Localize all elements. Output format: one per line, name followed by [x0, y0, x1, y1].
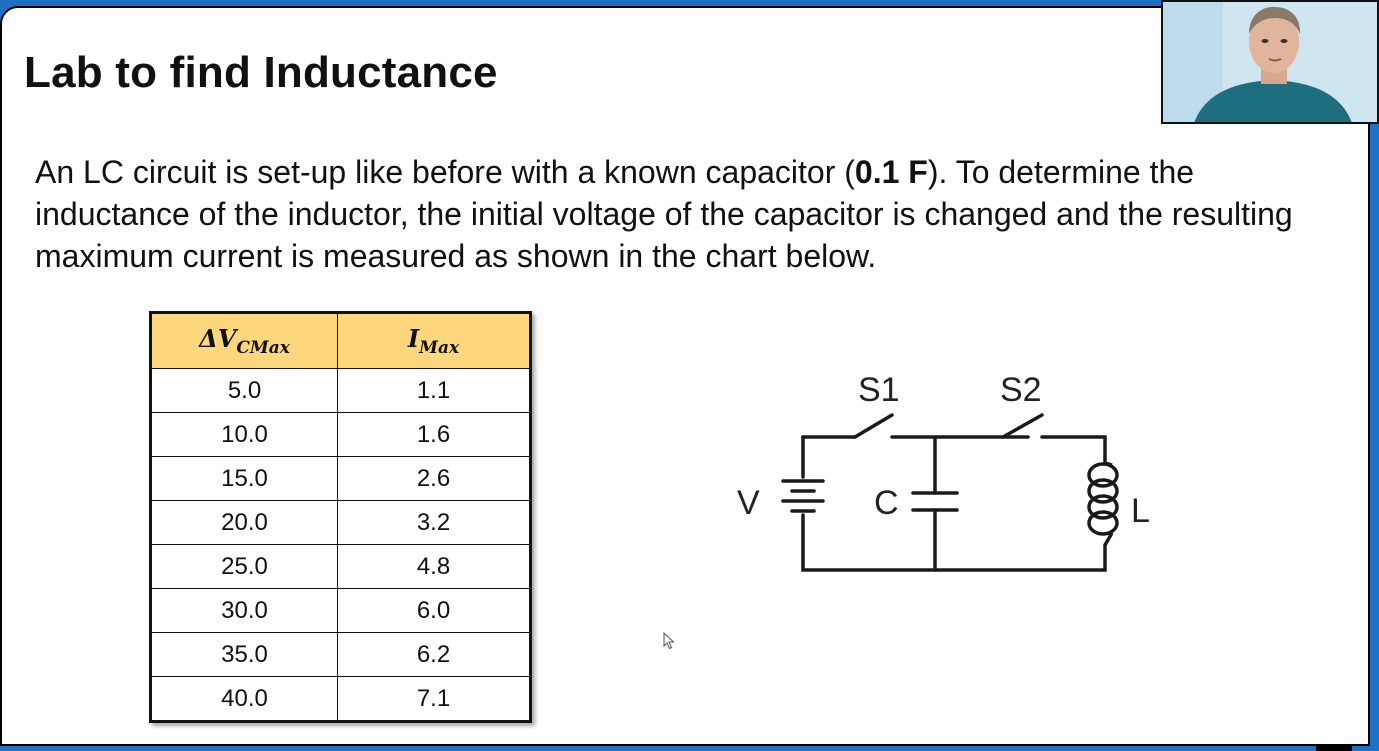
label-s1: S1	[858, 371, 900, 409]
header-current-subscript: Max	[419, 337, 460, 358]
corner-marker	[1316, 745, 1352, 751]
cell-voltage: 10.0	[151, 413, 338, 457]
wire-bottom	[803, 515, 1105, 570]
cell-current: 1.1	[338, 369, 531, 413]
intro-text-part2: ). To determine the inductance of the inductor, the initial voltage of the capacitor is changed and the resulting maximum current is measured as shown in the chart below.	[35, 154, 1293, 274]
cell-current: 6.0	[338, 589, 531, 633]
switch-s2	[1003, 415, 1042, 437]
intro-text-part1: An LC circuit is set-up like before with a known capacitor (	[35, 154, 855, 190]
wire-top-right	[1042, 437, 1105, 463]
table-body	[151, 369, 531, 722]
cell-voltage: 30.0	[151, 589, 338, 633]
cell-voltage: 40.0	[151, 677, 338, 722]
cell-current: 7.1	[338, 677, 531, 722]
header-current	[338, 313, 531, 369]
table-row	[151, 589, 531, 633]
inductor-icon	[1089, 463, 1117, 545]
mouse-cursor-icon	[663, 632, 677, 650]
table-row	[151, 633, 531, 677]
table-row	[151, 501, 531, 545]
table-row	[151, 457, 531, 501]
cell-voltage: 15.0	[151, 457, 338, 501]
slide-title: Lab to find Inductance	[24, 48, 498, 97]
label-c: C	[874, 484, 899, 522]
presenter-webcam	[1161, 0, 1379, 124]
lc-circuit-diagram	[720, 365, 1180, 580]
capacitor-value: 0.1 F	[854, 154, 928, 190]
cell-voltage: 35.0	[151, 633, 338, 677]
cell-current: 4.8	[338, 545, 531, 589]
cell-voltage: 5.0	[151, 369, 338, 413]
cell-current: 3.2	[338, 501, 531, 545]
switch-s1	[855, 415, 892, 437]
table-row	[151, 369, 531, 413]
battery-icon	[783, 481, 823, 511]
data-table	[149, 311, 532, 723]
header-voltage-subscript: CMax	[236, 337, 290, 358]
table-row	[151, 545, 531, 589]
header-voltage-symbol: ΔV	[199, 324, 237, 354]
cell-current: 1.6	[338, 413, 531, 457]
cell-current: 6.2	[338, 633, 531, 677]
presenter-image	[1163, 2, 1379, 124]
header-current-symbol: I	[407, 324, 420, 354]
header-voltage	[151, 313, 338, 369]
label-l: L	[1131, 492, 1150, 530]
label-s2: S2	[1000, 371, 1042, 409]
capacitor-icon	[913, 493, 957, 510]
cell-current: 2.6	[338, 457, 531, 501]
table-header-row	[151, 313, 531, 369]
table-row	[151, 413, 531, 457]
intro-paragraph	[35, 151, 1325, 277]
cell-voltage: 25.0	[151, 545, 338, 589]
cell-voltage: 20.0	[151, 501, 338, 545]
table-row	[151, 677, 531, 722]
label-v: V	[737, 484, 760, 522]
